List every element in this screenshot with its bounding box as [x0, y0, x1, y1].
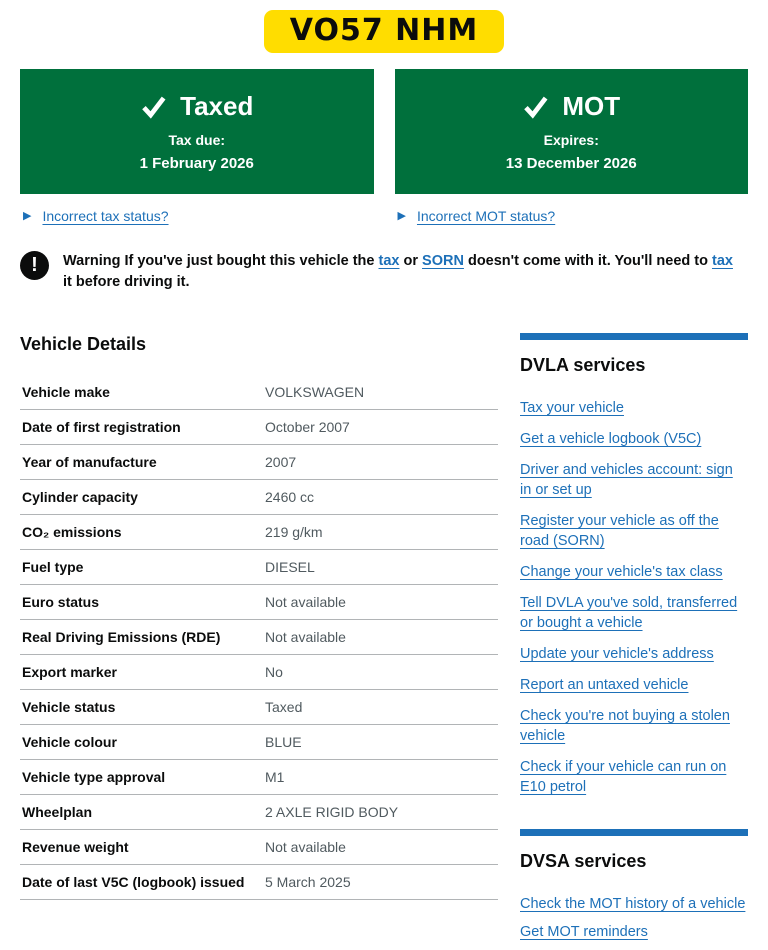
- sidebar-link-change-tax-class[interactable]: Change your vehicle's tax class: [520, 564, 723, 580]
- incorrect-mot-status-link[interactable]: Incorrect MOT status?: [416, 208, 556, 224]
- row-value: Not available: [265, 594, 346, 610]
- dvla-services-heading: DVLA services: [520, 355, 646, 375]
- tax-due-date: 1 February 2026: [139, 155, 254, 172]
- warning-text-part3: doesn't come with it. You'll need to: [463, 253, 712, 269]
- vehicle-details-section: [20, 333, 498, 950]
- table-row: [20, 585, 498, 620]
- row-label: Wheelplan: [22, 804, 93, 820]
- table-row: [20, 655, 498, 690]
- tax-link[interactable]: tax: [711, 253, 733, 269]
- table-row: [20, 760, 498, 795]
- sidebar-link-get-logbook[interactable]: Get a vehicle logbook (V5C): [520, 431, 702, 447]
- table-row: [20, 865, 498, 900]
- sidebar-accent-bar: [520, 829, 748, 836]
- warning-text-part4: it before driving it.: [63, 274, 190, 290]
- table-row: [20, 445, 498, 480]
- row-label: Vehicle colour: [22, 734, 117, 750]
- row-value: 2007: [265, 454, 297, 470]
- row-value: October 2007: [265, 419, 350, 435]
- sidebar-link-update-address[interactable]: Update your vehicle's address: [520, 646, 714, 662]
- row-value: M1: [265, 769, 285, 785]
- tax-status-panel: [20, 69, 374, 194]
- warning-banner: [20, 251, 748, 293]
- sidebar-link-tax-your-vehicle[interactable]: Tax your vehicle: [520, 400, 624, 416]
- tax-status-title-row: [30, 90, 364, 122]
- table-row: [20, 690, 498, 725]
- row-label: Real Driving Emissions (RDE): [22, 629, 221, 645]
- checkmark-icon: [522, 93, 549, 120]
- disclosure-triangle-icon: ▶: [397, 209, 406, 222]
- incorrect-mot-status-disclosure[interactable]: [395, 208, 749, 224]
- row-value: 2460 cc: [265, 489, 315, 505]
- sidebar-link-e10-petrol[interactable]: Check if your vehicle can run on E10 petrol: [520, 759, 727, 795]
- tax-due-label: Tax due:: [168, 132, 226, 148]
- row-label: Date of last V5C (logbook) issued: [22, 874, 245, 890]
- row-value: VOLKSWAGEN: [265, 384, 365, 400]
- vehicle-details-heading: Vehicle Details: [20, 334, 147, 354]
- table-row: [20, 620, 498, 655]
- row-value: 219 g/km: [265, 524, 323, 540]
- row-label: Date of first registration: [22, 419, 181, 435]
- table-row: [20, 795, 498, 830]
- disclosure-triangle-icon: ▶: [23, 209, 32, 222]
- sidebar-link-report-untaxed[interactable]: Report an untaxed vehicle: [520, 677, 689, 693]
- table-row: [20, 410, 498, 445]
- row-label: CO₂ emissions: [22, 524, 122, 540]
- row-value: Taxed: [265, 699, 303, 715]
- warning-text-part1: Warning If you've just bought this vehicle the: [63, 253, 379, 269]
- sorn-link[interactable]: SORN: [422, 253, 464, 269]
- row-label: Vehicle make: [22, 384, 110, 400]
- row-value: Not available: [265, 629, 346, 645]
- table-row: [20, 375, 498, 410]
- row-label: Fuel type: [22, 559, 84, 575]
- mot-expires-label: Expires:: [543, 132, 599, 148]
- row-value: DIESEL: [265, 559, 315, 575]
- row-label: Vehicle type approval: [22, 769, 166, 785]
- services-sidebar: [520, 333, 748, 950]
- mot-status-panel: [395, 69, 749, 194]
- sidebar-link-driver-vehicles-account[interactable]: Driver and vehicles account: sign in or set up: [520, 462, 733, 498]
- sidebar-link-mot-history[interactable]: Check the MOT history of a vehicle: [520, 896, 746, 912]
- row-value: Not available: [265, 839, 346, 855]
- mot-expiry-date: 13 December 2026: [505, 155, 637, 172]
- table-row: [20, 725, 498, 760]
- row-label: Vehicle status: [22, 699, 116, 715]
- table-row: [20, 830, 498, 865]
- tax-status-title: Taxed: [180, 91, 254, 121]
- row-label: Euro status: [22, 594, 100, 610]
- row-label: Export marker: [22, 664, 117, 680]
- warning-text: [63, 251, 748, 293]
- warning-exclamation-icon: [20, 251, 49, 280]
- sidebar-link-tell-dvla-sold[interactable]: Tell DVLA you've sold, transferred or bought a vehicle: [520, 595, 738, 631]
- dvsa-services-section: [520, 829, 748, 942]
- row-label: Revenue weight: [22, 839, 129, 855]
- sidebar-accent-bar: [520, 333, 748, 340]
- status-panels: [20, 69, 748, 194]
- row-label: Cylinder capacity: [22, 489, 138, 505]
- sidebar-link-stolen-check[interactable]: Check you're not buying a stolen vehicle: [520, 708, 730, 744]
- row-value: No: [265, 664, 283, 680]
- plate-container: [20, 10, 748, 53]
- incorrect-tax-status-link[interactable]: Incorrect tax status?: [42, 208, 169, 224]
- main-content: [20, 333, 748, 950]
- mot-status-title: MOT: [562, 91, 621, 121]
- dvsa-services-heading: DVSA services: [520, 851, 647, 871]
- row-label: Year of manufacture: [22, 454, 157, 470]
- row-value: 2 AXLE RIGID BODY: [265, 804, 399, 820]
- registration-plate: VO57 NHM: [264, 10, 504, 53]
- row-value: 5 March 2025: [265, 874, 351, 890]
- status-query-row: [20, 208, 748, 224]
- tax-link[interactable]: tax: [378, 253, 400, 269]
- table-row: [20, 515, 498, 550]
- warning-text-part2: or: [399, 253, 423, 269]
- checkmark-icon: [140, 93, 167, 120]
- table-row: [20, 480, 498, 515]
- mot-status-title-row: [405, 90, 739, 122]
- incorrect-tax-status-disclosure[interactable]: [20, 208, 374, 224]
- sidebar-link-register-sorn[interactable]: Register your vehicle as off the road (SORN): [520, 513, 719, 549]
- table-row: [20, 550, 498, 585]
- row-value: BLUE: [265, 734, 302, 750]
- sidebar-link-mot-reminders[interactable]: Get MOT reminders: [520, 924, 648, 940]
